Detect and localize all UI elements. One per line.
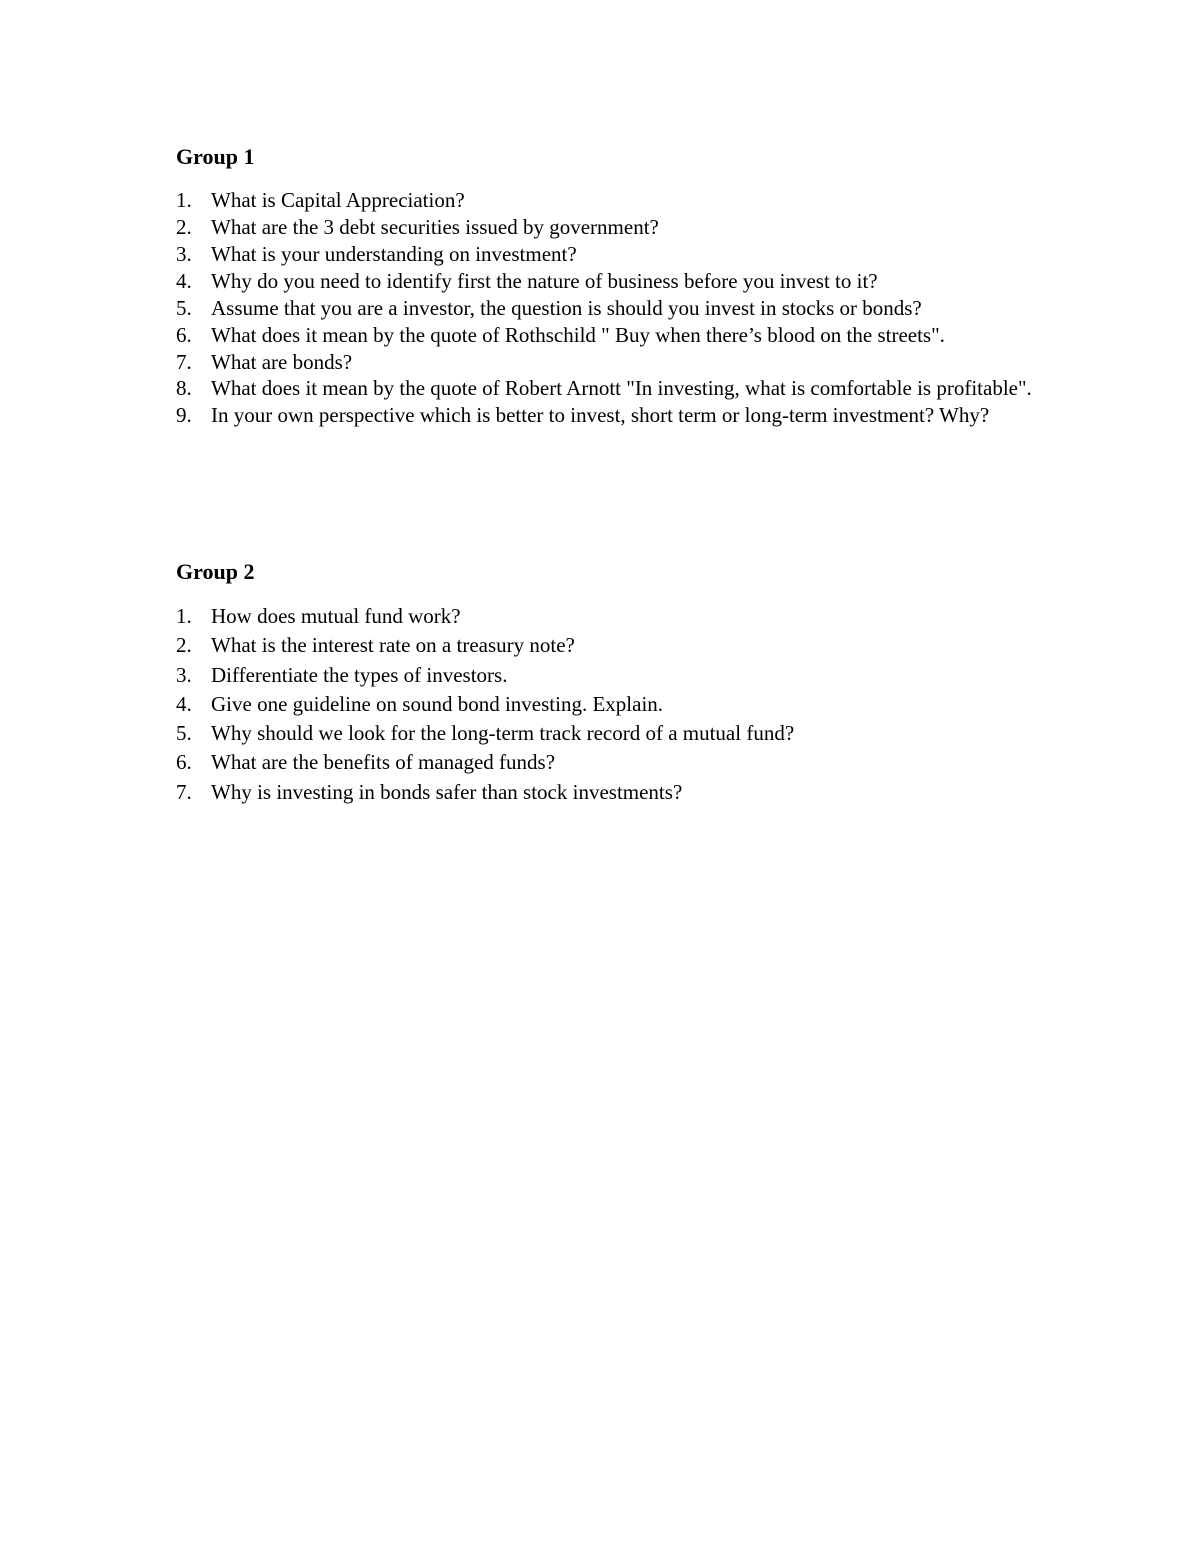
question-number: 7. bbox=[176, 350, 192, 374]
question-item bbox=[176, 748, 1056, 777]
question-item bbox=[176, 294, 1056, 321]
question-text: Why should we look for the long-term track record of a mutual fund? bbox=[211, 721, 795, 746]
question-item bbox=[176, 661, 1056, 690]
group-2-heading: Group 2 bbox=[176, 559, 255, 584]
question-text: Assume that you are a investor, the question is should you invest in stocks or bonds? bbox=[211, 296, 922, 320]
question-number: 7. bbox=[176, 779, 192, 804]
question-item bbox=[176, 602, 1056, 631]
question-number: 2. bbox=[176, 633, 192, 658]
group-1-question-list bbox=[176, 186, 1056, 429]
question-text: How does mutual fund work? bbox=[211, 604, 461, 628]
question-number: 9. bbox=[176, 403, 192, 427]
question-number: 4. bbox=[176, 269, 192, 293]
question-text: Give one guideline on sound bond investing. Explain. bbox=[211, 691, 664, 716]
question-number: 6. bbox=[176, 323, 192, 347]
question-text: What does it mean by the quote of Rothschild " Buy when there’s blood on the streets". bbox=[211, 323, 945, 347]
question-number: 8. bbox=[176, 376, 192, 400]
question-number: 5. bbox=[176, 721, 192, 746]
question-item bbox=[176, 213, 1056, 240]
question-number: 1. bbox=[176, 604, 192, 628]
question-number: 6. bbox=[176, 750, 192, 775]
question-item bbox=[176, 375, 1056, 402]
question-number: 3. bbox=[176, 242, 192, 266]
question-item bbox=[176, 402, 1056, 429]
question-number: 1. bbox=[176, 188, 192, 212]
question-number: 3. bbox=[176, 662, 192, 687]
question-item bbox=[176, 778, 1056, 807]
question-item bbox=[176, 631, 1056, 660]
question-item bbox=[176, 186, 1056, 213]
question-item bbox=[176, 321, 1056, 348]
question-text: Differentiate the types of investors. bbox=[211, 662, 508, 687]
question-number: 5. bbox=[176, 296, 192, 320]
question-item bbox=[176, 348, 1056, 375]
question-item bbox=[176, 240, 1056, 267]
question-text: Why is investing in bonds safer than stock investments? bbox=[211, 779, 683, 804]
question-item bbox=[176, 690, 1056, 719]
question-item bbox=[176, 267, 1056, 294]
question-text: In your own perspective which is better to invest, short term or long-term investment? Why? bbox=[211, 403, 990, 427]
question-number: 4. bbox=[176, 691, 192, 716]
question-item bbox=[176, 719, 1056, 748]
question-text: What are the 3 debt securities issued by government? bbox=[211, 215, 659, 239]
question-text: What is your understanding on investment? bbox=[211, 242, 577, 266]
question-text: What are bonds? bbox=[211, 350, 353, 374]
group-1-heading: Group 1 bbox=[176, 144, 255, 169]
question-text: What is Capital Appreciation? bbox=[211, 188, 465, 212]
question-text: What does it mean by the quote of Robert Arnott "In investing, what is comfortable is profitable". bbox=[211, 376, 1032, 400]
question-text: What is the interest rate on a treasury note? bbox=[211, 633, 575, 658]
question-text: What are the benefits of managed funds? bbox=[211, 750, 556, 775]
question-number: 2. bbox=[176, 215, 192, 239]
group-2-question-list bbox=[176, 602, 1056, 807]
question-text: Why do you need to identify first the nature of business before you invest to it? bbox=[211, 269, 878, 293]
